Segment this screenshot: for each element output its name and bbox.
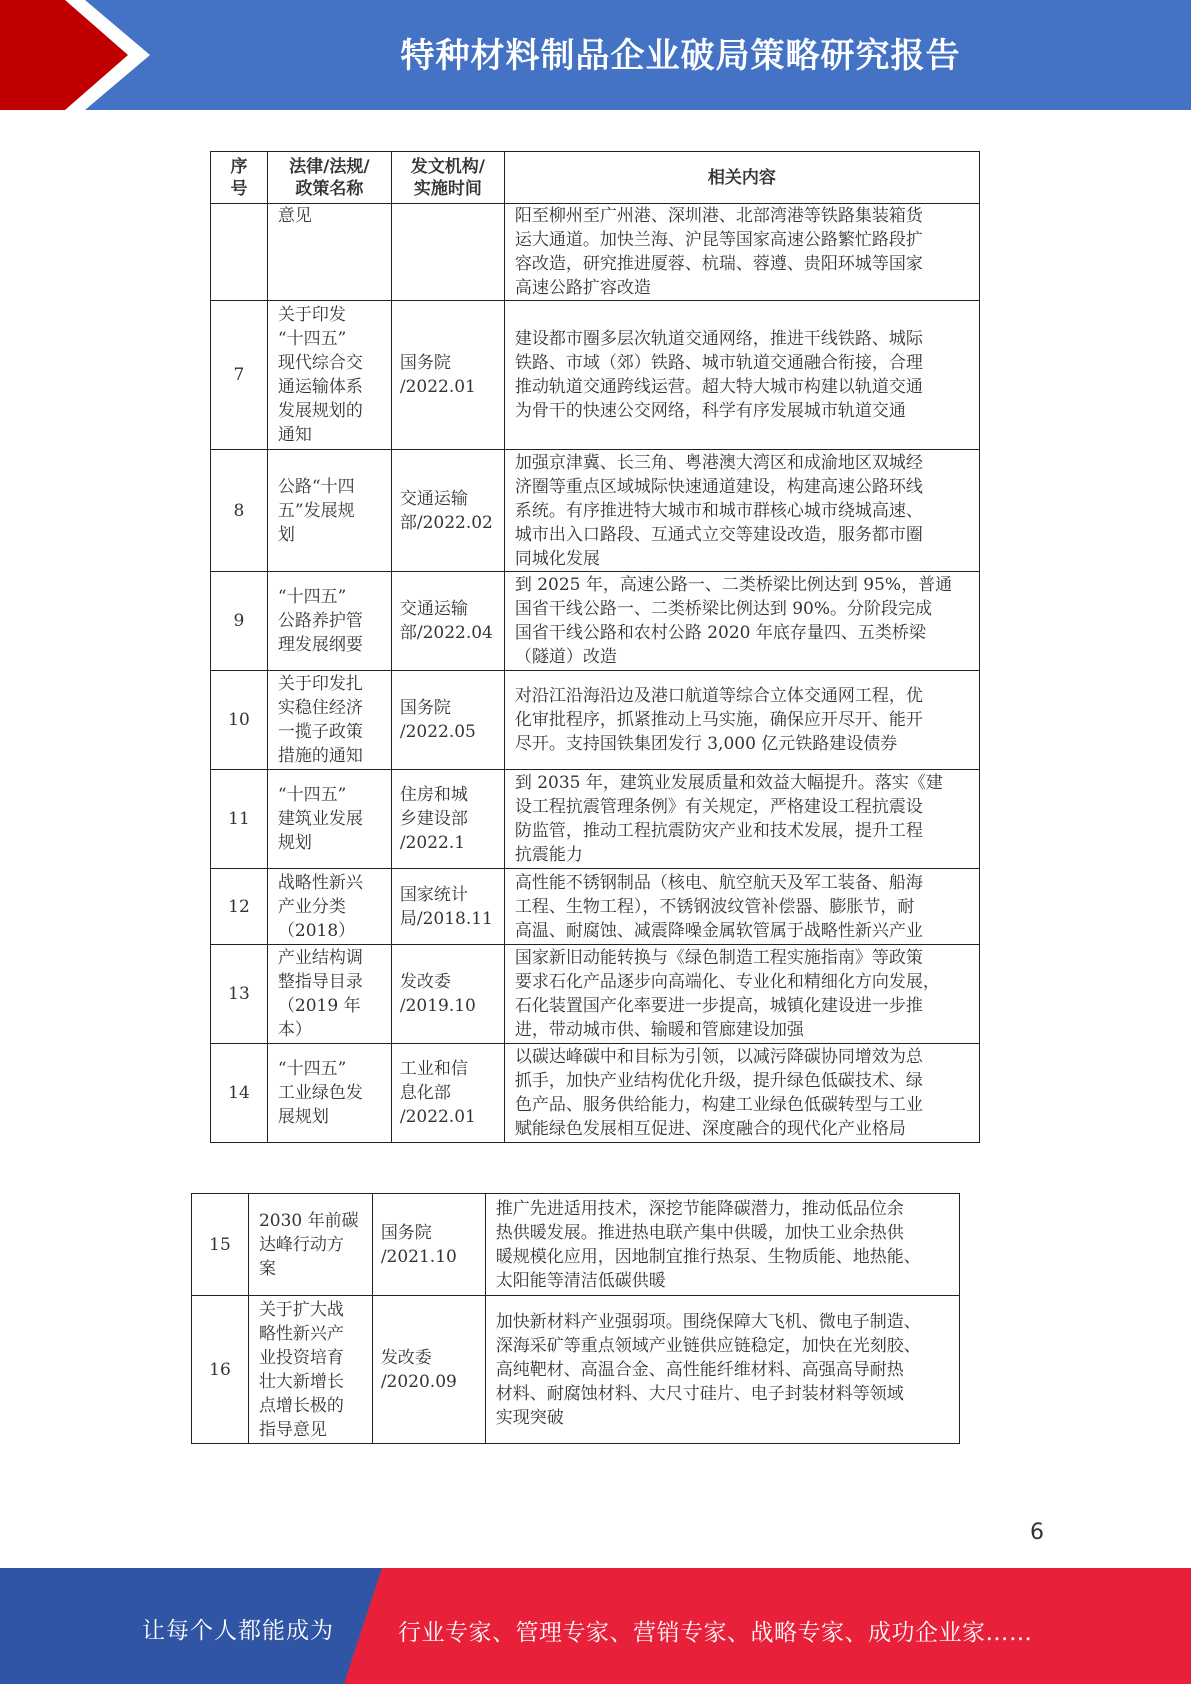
- policy-content-line: 抓手，加快产业结构优化升级，提升绿色低碳技术、绿: [514, 1071, 923, 1091]
- issuing-org: [391, 869, 504, 945]
- policy-name-line: 展规划: [277, 1107, 329, 1127]
- issuing-org-line: 部/2022.02: [399, 512, 493, 533]
- row-number: 11: [211, 770, 268, 869]
- policy-name: [267, 572, 391, 671]
- issuing-org-line: /2019.10: [399, 996, 476, 1016]
- policy-name-line: 建筑业发展: [277, 809, 363, 829]
- header-num: 序 号: [211, 152, 268, 204]
- policy-name-line: 理发展纲要: [277, 635, 363, 655]
- header-content: 相关内容: [504, 152, 979, 204]
- policy-content-line: 国省干线公路一、二类桥梁比例达到 90%。分阶段完成: [514, 599, 933, 619]
- row-number: 14: [211, 1044, 268, 1143]
- policy-name-line: 五”发展规: [277, 500, 355, 521]
- issuing-org-line: /2022.1: [399, 833, 466, 853]
- policy-table-continued: [191, 1193, 960, 1444]
- policy-name: [267, 301, 391, 450]
- issuing-org-line: /2022.01: [399, 377, 476, 397]
- table-row: [211, 450, 980, 572]
- policy-content: [504, 572, 979, 671]
- policy-name-line: 壮大新增长: [258, 1371, 344, 1392]
- row-number: 12: [211, 869, 268, 945]
- policy-content-line: 国家新旧动能转换与《绿色制造工程实施指南》等政策: [514, 948, 923, 968]
- row-number: [211, 204, 268, 301]
- policy-content-line: 到 2025 年，高速公路一、二类桥梁比例达到 95%，普通: [514, 575, 953, 595]
- table-row: [211, 770, 980, 869]
- policy-content-line: 防监管，推动工程抗震防灾产业和技术发展，提升工程: [514, 821, 923, 841]
- policy-content: [485, 1296, 959, 1444]
- policy-name: [267, 204, 391, 301]
- policy-content-line: 化审批程序，抓紧推动上马实施，确保应开尽开、能开: [514, 710, 923, 730]
- policy-content-line: 工程、生物工程），不锈钢波纹管补偿器、膨胀节，耐: [514, 896, 915, 917]
- policy-name-line: 通知: [277, 425, 312, 445]
- policy-content-line: 为骨干的快速公交网络，科学有序发展城市轨道交通: [514, 401, 906, 421]
- issuing-org: [391, 945, 504, 1044]
- policy-content-line: 城市出入口路段、互通式立交等建设改造，服务都市圈: [514, 524, 923, 545]
- policy-content-line: 推广先进适用技术，深挖节能降碳潜力，推动低品位余: [495, 1198, 904, 1219]
- issuing-org-line: /2022.05: [399, 722, 476, 742]
- issuing-org-line: /2022.01: [399, 1107, 476, 1127]
- policy-content-line: 对沿江沿海沿边及港口航道等综合立体交通网工程，优: [514, 686, 923, 706]
- policy-content-line: 国省干线公路和农村公路 2020 年底存量四、五类桥梁: [514, 623, 926, 643]
- policy-content-line: 深海采矿等重点领域产业链供应链稳定，加快在光刻胶、: [495, 1335, 921, 1356]
- issuing-org-line: 国务院: [380, 1222, 432, 1243]
- issuing-org-line: /2020.09: [380, 1371, 457, 1392]
- table-header-row: [211, 152, 980, 204]
- issuing-org-line: 乡建设部: [399, 809, 468, 829]
- policy-content-line: 运大通道。加快兰海、沪昆等国家高速公路繁忙路段扩: [514, 230, 923, 250]
- policy-content: [485, 1194, 959, 1296]
- policy-content-line: 建设都市圈多层次轨道交通网络，推进干线铁路、城际: [514, 329, 923, 349]
- footer-slogan-left: 让每个人都能成为: [142, 1618, 334, 1644]
- header-name: 法律/法规/ 政策名称: [267, 152, 391, 204]
- policy-name-line: 一揽子政策: [277, 722, 363, 742]
- header-org: 发文机构/ 实施时间: [391, 152, 504, 204]
- policy-content-line: 以碳达峰碳中和目标为引领，以减污降碳协同增效为总: [514, 1047, 923, 1067]
- issuing-org: [391, 671, 504, 770]
- policy-name-line: 点增长极的: [258, 1395, 344, 1416]
- issuing-org-line: 部/2022.04: [399, 623, 493, 643]
- policy-name-line: 意见: [277, 206, 312, 226]
- policy-name-line: 本）: [277, 1020, 312, 1040]
- policy-name-line: 通运输体系: [277, 377, 363, 397]
- policy-name: [267, 869, 391, 945]
- policy-content-line: 到 2035 年，建筑业发展质量和效益大幅提升。落实《建: [514, 773, 943, 793]
- policy-name-line: “十四五”: [277, 785, 347, 805]
- policy-name: [248, 1296, 372, 1444]
- policy-name-line: 案: [258, 1258, 276, 1279]
- policy-content-line: 高性能不锈钢制品（核电、航空航天及军工装备、船海: [514, 872, 923, 893]
- policy-table: [210, 151, 980, 1143]
- policy-name-line: 划: [277, 524, 295, 545]
- policy-content-line: 容改造，研究推进厦蓉、杭瑞、蓉遵、贵阳环城等国家: [514, 254, 923, 274]
- policy-content-line: 推动轨道交通跨线运营。超大特大城市构建以轨道交通: [514, 377, 923, 397]
- issuing-org-line: 发改委: [399, 972, 451, 992]
- table-row: [211, 671, 980, 770]
- policy-content-line: 阳至柳州至广州港、深圳港、北部湾港等铁路集装箱货: [514, 206, 923, 226]
- policy-name: [248, 1194, 372, 1296]
- policy-name-line: 2030 年前碳: [258, 1210, 359, 1231]
- issuing-org: [372, 1296, 485, 1444]
- issuing-org-line: 交通运输: [399, 599, 468, 619]
- policy-content-line: 加快新材料产业强弱项。围绕保障大飞机、微电子制造、: [495, 1311, 921, 1332]
- policy-content: [504, 770, 979, 869]
- row-number: 15: [192, 1194, 249, 1296]
- footer-slogan-right: 行业专家、管理专家、营销专家、战略专家、成功企业家……: [398, 1620, 1033, 1646]
- policy-name: [267, 770, 391, 869]
- issuing-org: [391, 204, 504, 301]
- issuing-org-line: 交通运输: [399, 488, 468, 509]
- row-number: 8: [211, 450, 268, 572]
- policy-content-line: 色产品、服务供给能力，构建工业绿色低碳转型与工业: [514, 1095, 923, 1115]
- issuing-org-line: 工业和信: [399, 1059, 468, 1079]
- policy-content-line: 高纯靶材、高温合金、高性能纤维材料、高强高导耐热: [495, 1359, 904, 1380]
- page-number: 6: [1030, 1520, 1044, 1545]
- issuing-org: [391, 770, 504, 869]
- table-row: [211, 204, 980, 301]
- policy-name-line: “十四五”: [277, 587, 347, 607]
- table-row: [192, 1194, 960, 1296]
- policy-content-line: 高温、耐腐蚀、减震降噪金属软管属于战略性新兴产业: [514, 920, 923, 941]
- table-row: [211, 945, 980, 1044]
- policy-content: [504, 671, 979, 770]
- policy-name-line: 公路养护管: [277, 611, 363, 631]
- table-row: [211, 869, 980, 945]
- policy-name-line: 工业绿色发: [277, 1083, 363, 1103]
- table-row: [211, 572, 980, 671]
- issuing-org-line: /2021.10: [380, 1246, 457, 1267]
- policy-content: [504, 450, 979, 572]
- policy-content-line: 济圈等重点区域城际快速通道建设，构建高速公路环线: [514, 476, 923, 497]
- policy-name: [267, 671, 391, 770]
- policy-name-line: “十四五”: [277, 329, 347, 349]
- policy-name: [267, 450, 391, 572]
- table-row: [211, 301, 980, 450]
- policy-name-line: （2019 年: [277, 996, 361, 1016]
- policy-content-line: 实现突破: [495, 1407, 564, 1428]
- policy-name-line: 指导意见: [258, 1419, 327, 1440]
- issuing-org: [372, 1194, 485, 1296]
- row-number: 16: [192, 1296, 249, 1444]
- policy-name: [267, 945, 391, 1044]
- policy-content: [504, 301, 979, 450]
- policy-content: [504, 945, 979, 1044]
- policy-content-line: 太阳能等清洁低碳供暖: [495, 1270, 666, 1291]
- policy-name-line: 关于印发扎: [277, 674, 363, 694]
- policy-content-line: 暖规模化应用，因地制宜推行热泵、生物质能、地热能、: [495, 1246, 921, 1267]
- policy-name-line: 措施的通知: [277, 746, 363, 766]
- row-number: 9: [211, 572, 268, 671]
- policy-content-line: 同城化发展: [514, 548, 600, 569]
- policy-content: [504, 869, 979, 945]
- policy-name-line: 关于扩大战: [258, 1299, 344, 1320]
- policy-name-line: 关于印发: [277, 305, 346, 325]
- policy-name-line: 略性新兴产: [258, 1323, 344, 1344]
- policy-name-line: 产业结构调: [277, 948, 363, 968]
- policy-name: [267, 1044, 391, 1143]
- header-bar: [0, 0, 1191, 110]
- policy-name-line: 规划: [277, 833, 312, 853]
- policy-content-line: 材料、耐腐蚀材料、大尺寸硅片、电子封装材料等领域: [495, 1383, 904, 1404]
- policy-content-line: 加强京津冀、长三角、粤港澳大湾区和成渝地区双城经: [514, 452, 923, 473]
- arrow-chevron-icon: [0, 0, 150, 110]
- issuing-org-line: 息化部: [399, 1083, 451, 1103]
- policy-name-line: 整指导目录: [277, 972, 363, 992]
- issuing-org: [391, 1044, 504, 1143]
- policy-name-line: 达峰行动方: [258, 1234, 344, 1255]
- policy-content-line: 设工程抗震管理条例》有关规定，严格建设工程抗震设: [514, 797, 923, 817]
- table-row: [211, 1044, 980, 1143]
- policy-content-line: 尽开。支持国铁集团发行 3,000 亿元铁路建设债券: [514, 734, 898, 754]
- policy-name-line: （2018）: [277, 920, 356, 941]
- policy-name-line: 公路“十四: [277, 476, 355, 497]
- policy-content-line: 热供暖发展。推进热电联产集中供暖，加快工业余热供: [495, 1222, 904, 1243]
- table-row: [192, 1296, 960, 1444]
- issuing-org: [391, 450, 504, 572]
- policy-content: [504, 204, 979, 301]
- issuing-org-line: 局/2018.11: [399, 908, 493, 929]
- issuing-org-line: 国务院: [399, 353, 451, 373]
- policy-content-line: 系统。有序推进特大城市和城市群核心城市绕城高速、: [514, 500, 923, 521]
- policy-name-line: 实稳住经济: [277, 698, 363, 718]
- issuing-org-line: 国家统计: [399, 884, 468, 905]
- row-number: 10: [211, 671, 268, 770]
- policy-content: [504, 1044, 979, 1143]
- policy-name-line: 产业分类: [277, 896, 346, 917]
- policy-name-line: 现代综合交: [277, 353, 363, 373]
- policy-name-line: “十四五”: [277, 1059, 347, 1079]
- row-number: 13: [211, 945, 268, 1044]
- policy-content-line: （隧道）改造: [514, 647, 617, 667]
- policy-content-line: 进，带动城市供、输暖和管廊建设加强: [514, 1020, 804, 1040]
- policy-content-line: 抗震能力: [514, 845, 583, 865]
- policy-content-line: 石化装置国产化率要进一步提高，城镇化建设进一步推: [514, 996, 923, 1016]
- issuing-org-line: 发改委: [380, 1347, 432, 1368]
- policy-content-line: 铁路、市域（郊）铁路、城市轨道交通融合衔接，合理: [514, 353, 923, 373]
- issuing-org: [391, 572, 504, 671]
- page-title: 特种材料制品企业破局策略研究报告: [400, 36, 961, 76]
- issuing-org: [391, 301, 504, 450]
- row-number: 7: [211, 301, 268, 450]
- policy-content-line: 要求石化产品逐步向高端化、专业化和精细化方向发展，: [514, 972, 940, 992]
- policy-content-line: 赋能绿色发展相互促进、深度融合的现代化产业格局: [514, 1119, 906, 1139]
- policy-name-line: 战略性新兴: [277, 872, 363, 893]
- policy-name-line: 发展规划的: [277, 401, 363, 421]
- issuing-org-line: 国务院: [399, 698, 451, 718]
- policy-content-line: 高速公路扩容改造: [514, 278, 651, 298]
- policy-name-line: 业投资培育: [258, 1347, 344, 1368]
- issuing-org-line: 住房和城: [399, 785, 468, 805]
